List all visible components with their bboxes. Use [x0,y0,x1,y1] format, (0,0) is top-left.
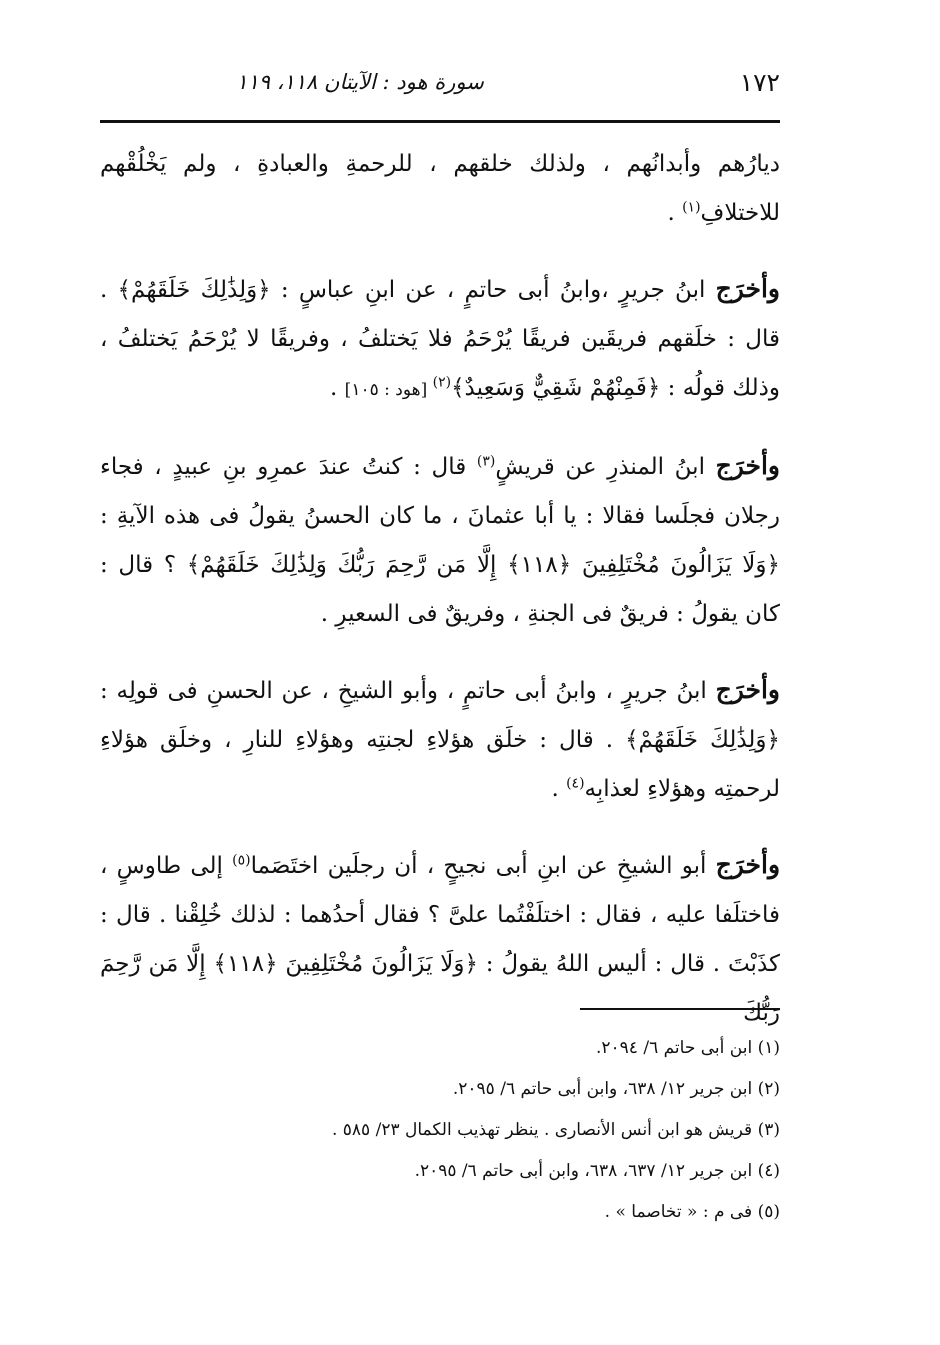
paragraph-tail: قال : كنتُ عندَ عمرِو بنِ عبيدٍ ، فجاء رجلان فجلَسا فقالا : يا أبا عثمانَ ، ما كان الحسنُ يقولُ فى هذه الآيةِ : ﴿وَلَا يَزَالُونَ مُخْتَلِفِينَ ﴿١١٨﴾ إِلَّا مَن رَّحِمَ رَبُّكَ وَلِذَٰلِكَ خَلَقَهُمْ﴾ ؟ قال : كان يقولُ : فريقٌ فى الجنةِ ، وفريقٌ فى السعيرِ . [100,454,780,627]
footnote-ref: (٣) [476,453,496,470]
lead-word: وأخرَج [715,675,780,704]
paragraph-text: ابنُ جريرٍ ،وابنُ أبى حاتمٍ ، عن ابنِ عباسٍ : ﴿وَلِذَٰلِكَ خَلَقَهُمْ﴾ . قال : خلَقهم فريقَين فريقًا يُرْحَمُ فلا يَختلفُ ، وفريقًا لا يُرْحَمُ يَختلفُ ، وذلك قولُه : ﴿فَمِنْهُمْ شَقِيٌّ وَسَعِيدٌ﴾ [100,277,780,401]
paragraph-tail: إلى طاوسٍ ، فاختلَفا عليه ، فقال : اختلَفْتُما علىَّ ؟ فقال أحدُهما : لذلك خُلِقْنا . قال : كذَبْتَ . قال : أليس اللهُ يقولُ : ﴿وَلَا يَزَالُونَ مُخْتَلِفِينَ ﴿١١٨﴾ إِلَّا مَن رَّحِمَ رَبُّكَ [100,853,780,1026]
paragraph [100,665,780,814]
sura-reference: [هود : ١٠٥] [344,380,433,400]
footnotes [100,1028,780,1233]
footnote-ref: (٥) [232,852,251,869]
footnote: (٥) فى م : « تخاصما » . [604,1202,780,1222]
footnote: (٢) ابن جرير ١٢/ ٦٣٨، وابن أبى حاتم ٦/ ٢٠٩٥. [452,1079,780,1099]
paragraph [100,441,780,639]
footnote-ref: (١) [682,199,701,216]
footnote: (٣) قريش هو ابن أنس الأنصارى . ينظر تهذيب الكمال ٢٣/ ٥٨٥ . [331,1120,780,1140]
lead-word: وأخرَج [715,451,780,480]
footnote-separator [580,1008,780,1010]
paragraph-text: ديارُهم وأبدانُهم ، ولذلك خلقهم ، للرحمةِ والعبادةِ ، ولم يَخْلُقْهم للاختلافِ [100,151,780,226]
lead-word: وأخرَج [715,850,781,879]
footnote-ref: (٢) [432,374,452,391]
page-number: ١٧٢ [739,68,780,97]
paragraph-tail: . [551,776,567,802]
footnote-ref: (٤) [566,775,585,792]
running-title: سورة هود : الآيتان ١١٨، ١١٩ [236,70,484,94]
footnote: (١) ابن أبى حاتم ٦/ ٢٠٩٤. [595,1038,780,1058]
paragraph-text: أبو الشيخِ عن ابنِ أبى نجيحٍ ، أن رجلَين اختَصَما [250,853,716,879]
paragraph-tail: . [667,200,683,226]
running-header [100,62,780,106]
main-text [100,140,780,1064]
paragraph-tail: . [330,375,345,401]
paragraph [100,264,780,415]
header-rule [100,120,780,123]
footnote: (٤) ابن جرير ١٢/ ٦٣٧، ٦٣٨، وابن أبى حاتم ٦/ ٢٠٩٥. [414,1161,780,1181]
lead-word: وأخرَج [715,274,780,303]
paragraph [100,140,780,238]
paragraph-text: ابنُ جريرٍ ، وابنُ أبى حاتمٍ ، وأبو الشيخِ ، عن الحسنِ فى قولِه : ﴿وَلِذَٰلِكَ خَلَقَهُمْ﴾ . قال : خلَق هؤلاءِ لجنتِه وهؤلاءِ للنارِ ، وخلَق هؤلاءِ لرحمتِه وهؤلاءِ لعذابِه [100,678,780,802]
paragraph-text: ابنُ المنذرِ عن قريشٍ [495,454,716,480]
